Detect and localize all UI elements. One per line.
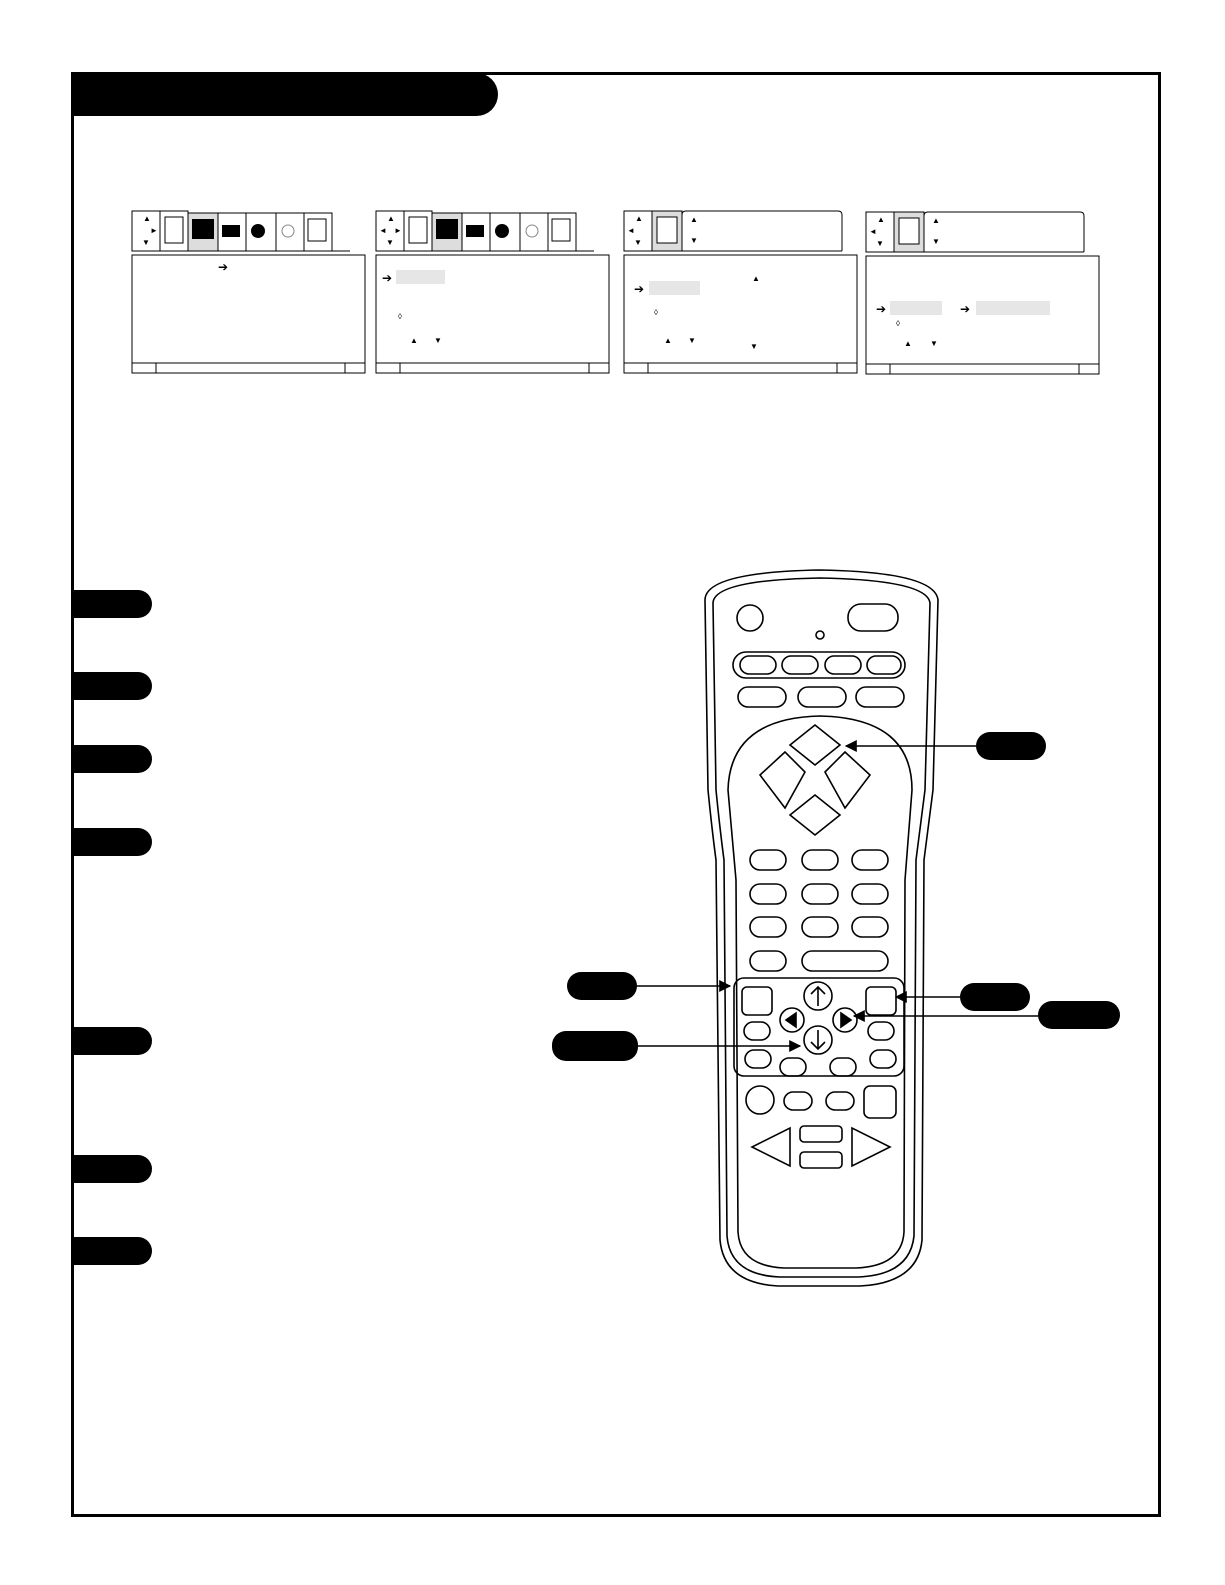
number-0-button[interactable] (750, 951, 786, 971)
number-2-button[interactable] (802, 850, 838, 870)
timer-icon (308, 219, 326, 241)
menu-button[interactable] (742, 987, 772, 1015)
number-8-button[interactable] (802, 917, 838, 937)
volume-down-button[interactable] (752, 1128, 790, 1166)
indicator-led (816, 631, 824, 639)
svg-text:▼: ▼ (386, 238, 394, 247)
svg-text:➔: ➔ (218, 260, 229, 274)
remote-control (705, 570, 938, 1286)
menu-screen-2 (376, 211, 609, 373)
side-button-right[interactable] (868, 1022, 894, 1040)
up-arrow-glyph (811, 987, 825, 1006)
svg-text:➔: ➔ (876, 302, 887, 316)
lower-button-3[interactable] (830, 1058, 856, 1076)
svg-text:▼: ▼ (750, 342, 758, 351)
tab-row (160, 211, 332, 251)
right-arrow-glyph (841, 1013, 851, 1027)
svg-text:◊: ◊ (398, 312, 402, 321)
svg-text:▼: ▼ (688, 336, 696, 345)
svg-text:▲: ▲ (387, 214, 395, 223)
mode-button-4[interactable] (867, 656, 901, 674)
channel-down-button[interactable] (800, 1152, 842, 1168)
power-button[interactable] (737, 605, 763, 631)
svg-text:➔: ➔ (634, 282, 645, 296)
number-3-button[interactable] (852, 850, 888, 870)
svg-text:▲: ▲ (143, 214, 151, 223)
channel-icon (222, 225, 240, 237)
mode-button-2[interactable] (782, 656, 818, 674)
svg-text:▲: ▲ (635, 214, 643, 223)
setup-icon (165, 217, 183, 243)
svg-text:►: ► (394, 226, 402, 235)
menu-screen-1 (132, 211, 365, 373)
svg-text:◊: ◊ (654, 308, 658, 317)
svg-text:➔: ➔ (960, 302, 971, 316)
volume-up-button[interactable] (852, 1128, 890, 1166)
channel-up-button[interactable] (800, 1126, 842, 1142)
menu-left-button[interactable] (760, 752, 805, 808)
svg-text:◊: ◊ (896, 319, 900, 328)
svg-text:▲: ▲ (877, 215, 885, 224)
number-4-button[interactable] (750, 884, 786, 904)
svg-text:▼: ▼ (142, 238, 150, 247)
menu-up-button[interactable] (790, 725, 840, 765)
left-arrow-glyph (786, 1013, 796, 1027)
down-arrow-glyph (811, 1030, 825, 1049)
svg-text:➔: ➔ (382, 271, 393, 285)
svg-text:►: ► (150, 226, 158, 235)
svg-text:▼: ▼ (930, 339, 938, 348)
bottom-button-2[interactable] (826, 1092, 854, 1110)
svg-text:▲: ▲ (752, 274, 760, 283)
lower-button-1[interactable] (745, 1050, 771, 1068)
svg-text:▲: ▲ (904, 339, 912, 348)
number-7-button[interactable] (750, 917, 786, 937)
svg-text:▲: ▲ (690, 215, 698, 224)
svg-text:◄: ◄ (869, 227, 877, 236)
mute-button[interactable] (746, 1086, 774, 1114)
bottom-button-1[interactable] (784, 1092, 812, 1110)
number-5-button[interactable] (802, 884, 838, 904)
enter-button[interactable] (802, 951, 888, 971)
remote-body-inner (713, 578, 930, 1277)
svg-text:▼: ▼ (434, 336, 442, 345)
svg-text:▲: ▲ (410, 336, 418, 345)
picture-icon (192, 219, 214, 239)
tv-button[interactable] (848, 604, 898, 631)
menu-screen-4 (866, 212, 1099, 374)
mode-button-1[interactable] (740, 656, 776, 674)
lower-button-2[interactable] (780, 1058, 806, 1076)
svg-text:◄: ◄ (379, 226, 387, 235)
number-9-button[interactable] (852, 917, 888, 937)
svg-text:▲: ▲ (664, 336, 672, 345)
bottom-button-3[interactable] (864, 1086, 896, 1118)
side-button-left[interactable] (744, 1022, 770, 1040)
nav-cluster (734, 978, 904, 1076)
number-6-button[interactable] (852, 884, 888, 904)
func-button-3[interactable] (856, 687, 904, 707)
svg-text:▲: ▲ (932, 216, 940, 225)
func-button-2[interactable] (798, 687, 846, 707)
svg-text:▼: ▼ (932, 237, 940, 246)
menu-down-button[interactable] (790, 795, 840, 835)
number-1-button[interactable] (750, 850, 786, 870)
svg-text:▼: ▼ (690, 236, 698, 245)
menu-right-button[interactable] (825, 752, 870, 808)
exit-button[interactable] (866, 987, 896, 1015)
lower-button-4[interactable] (870, 1050, 896, 1068)
svg-text:▼: ▼ (876, 239, 884, 248)
func-button-1[interactable] (738, 687, 786, 707)
menu-screen-3 (624, 211, 857, 373)
mode-button-3[interactable] (825, 656, 861, 674)
svg-text:▼: ▼ (634, 238, 642, 247)
svg-text:◄: ◄ (627, 226, 635, 235)
audio-icon (251, 224, 265, 238)
